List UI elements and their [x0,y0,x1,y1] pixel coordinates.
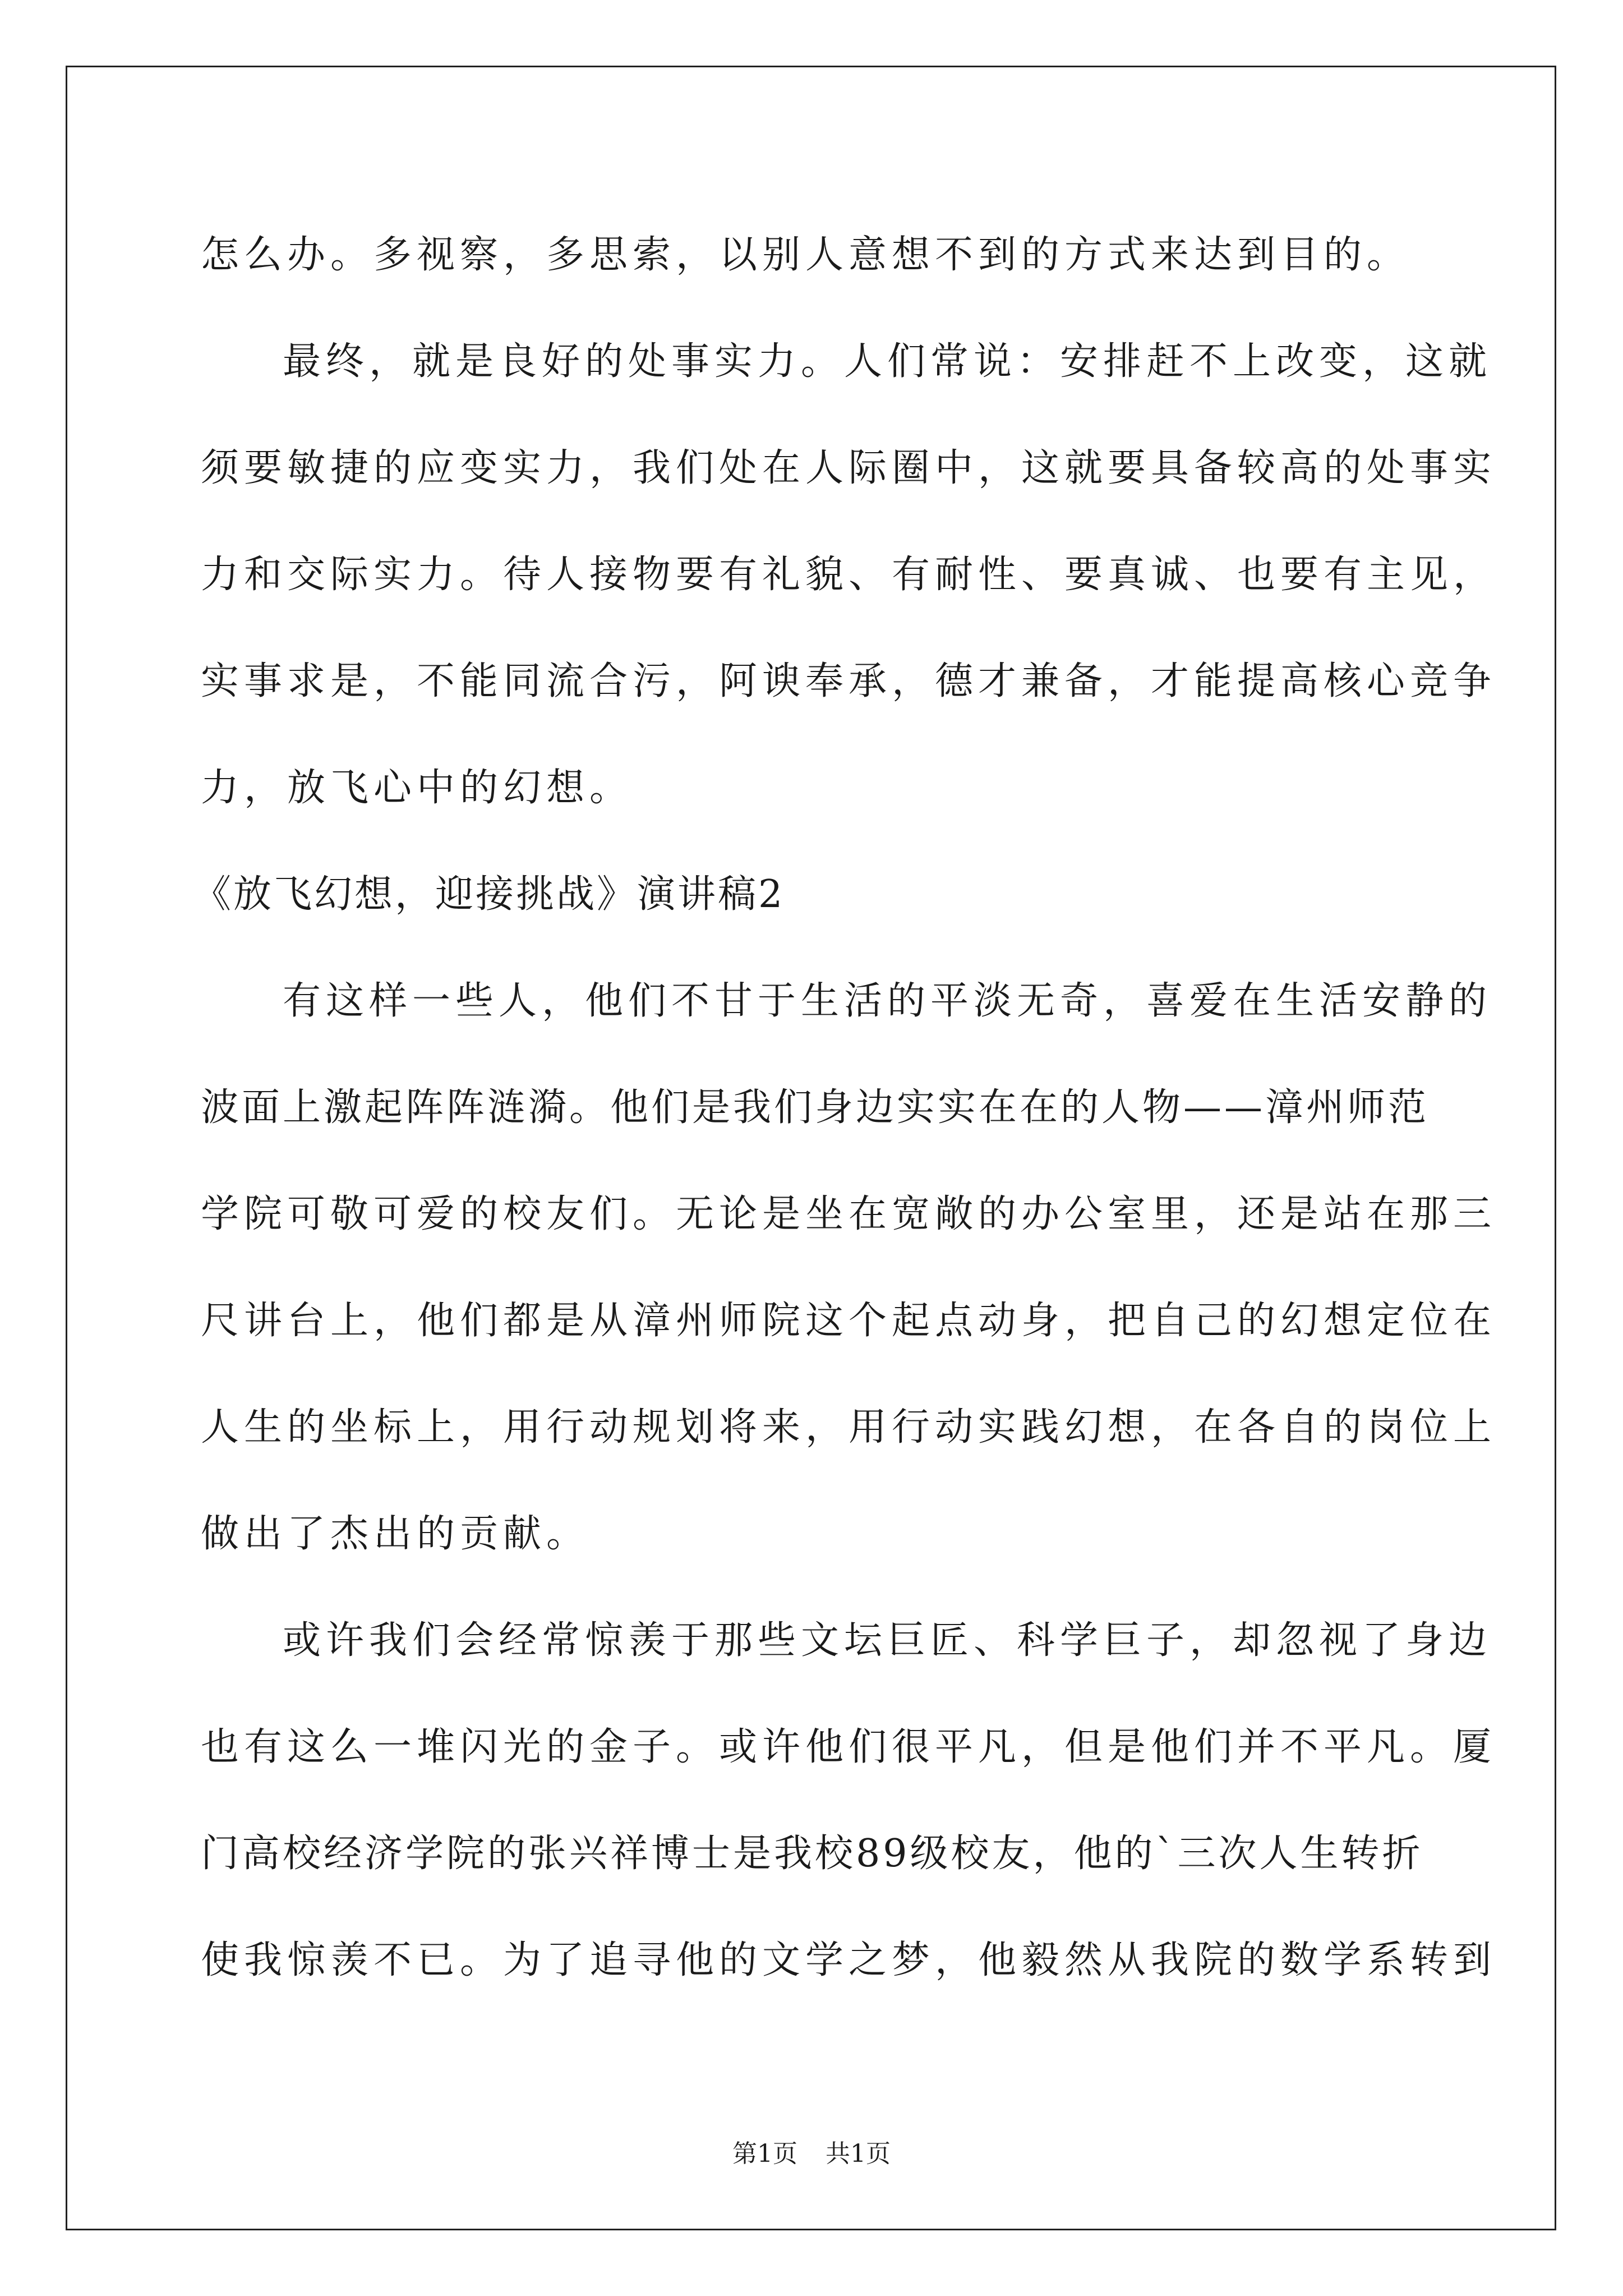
text-line: 力和交际实力。待人接物要有礼貌、有耐性、要真诚、也要有主见， [201,553,1497,597]
text-line: 最终，就是良好的处事实力。人们常说：安排赶不上改变，这就 [283,339,1492,384]
text-line: 门高校经济学院的张兴祥博士是我校89级校友，他的`三次人生转折 [201,1832,1423,1876]
text-line: 学院可敬可爱的校友们。无论是坐在宽敞的办公室里，还是站在那三 [201,1192,1497,1236]
text-line: 尺讲台上，他们都是从漳州师院这个起点动身，把自己的幻想定位在 [201,1299,1497,1343]
document-body [193,202,1497,2014]
text-line: 做出了杰出的贡献。 [201,1512,590,1556]
page-total: 共1页 [826,2139,891,2168]
page-footer [0,2137,1623,2171]
page-number: 第1页 [732,2139,797,2168]
text-line: 波面上激起阵阵涟漪。他们是我们身边实实在在的人物——漳州师范 [201,1085,1430,1130]
text-line: 也有这么一堆闪光的金子。或许他们很平凡，但是他们并不平凡。厦 [201,1725,1497,1769]
text-line: 力，放飞心中的幻想。 [201,766,633,810]
text-line: 怎么办。多视察，多思索，以别人意想不到的方式来达到目的。 [201,233,1410,277]
text-line: 实事求是，不能同流合污，阿谀奉承，德才兼备，才能提高核心竞争 [201,659,1497,703]
text-line: 使我惊羡不已。为了追寻他的文学之梦，他毅然从我院的数学系转到 [201,1938,1497,1982]
text-line: 人生的坐标上，用行动规划将来，用行动实践幻想，在各自的岗位上 [201,1405,1497,1450]
text-line: 有这样一些人，他们不甘于生活的平淡无奇，喜爱在生活安静的 [283,979,1492,1023]
section-heading: 《放飞幻想，迎接挑战》演讲稿2 [193,872,785,917]
text-line: 或许我们会经常惊羡于那些文坛巨匠、科学巨子，却忽视了身边 [283,1618,1492,1663]
text-line: 须要敏捷的应变实力，我们处在人际圈中，这就要具备较高的处事实 [201,446,1497,490]
